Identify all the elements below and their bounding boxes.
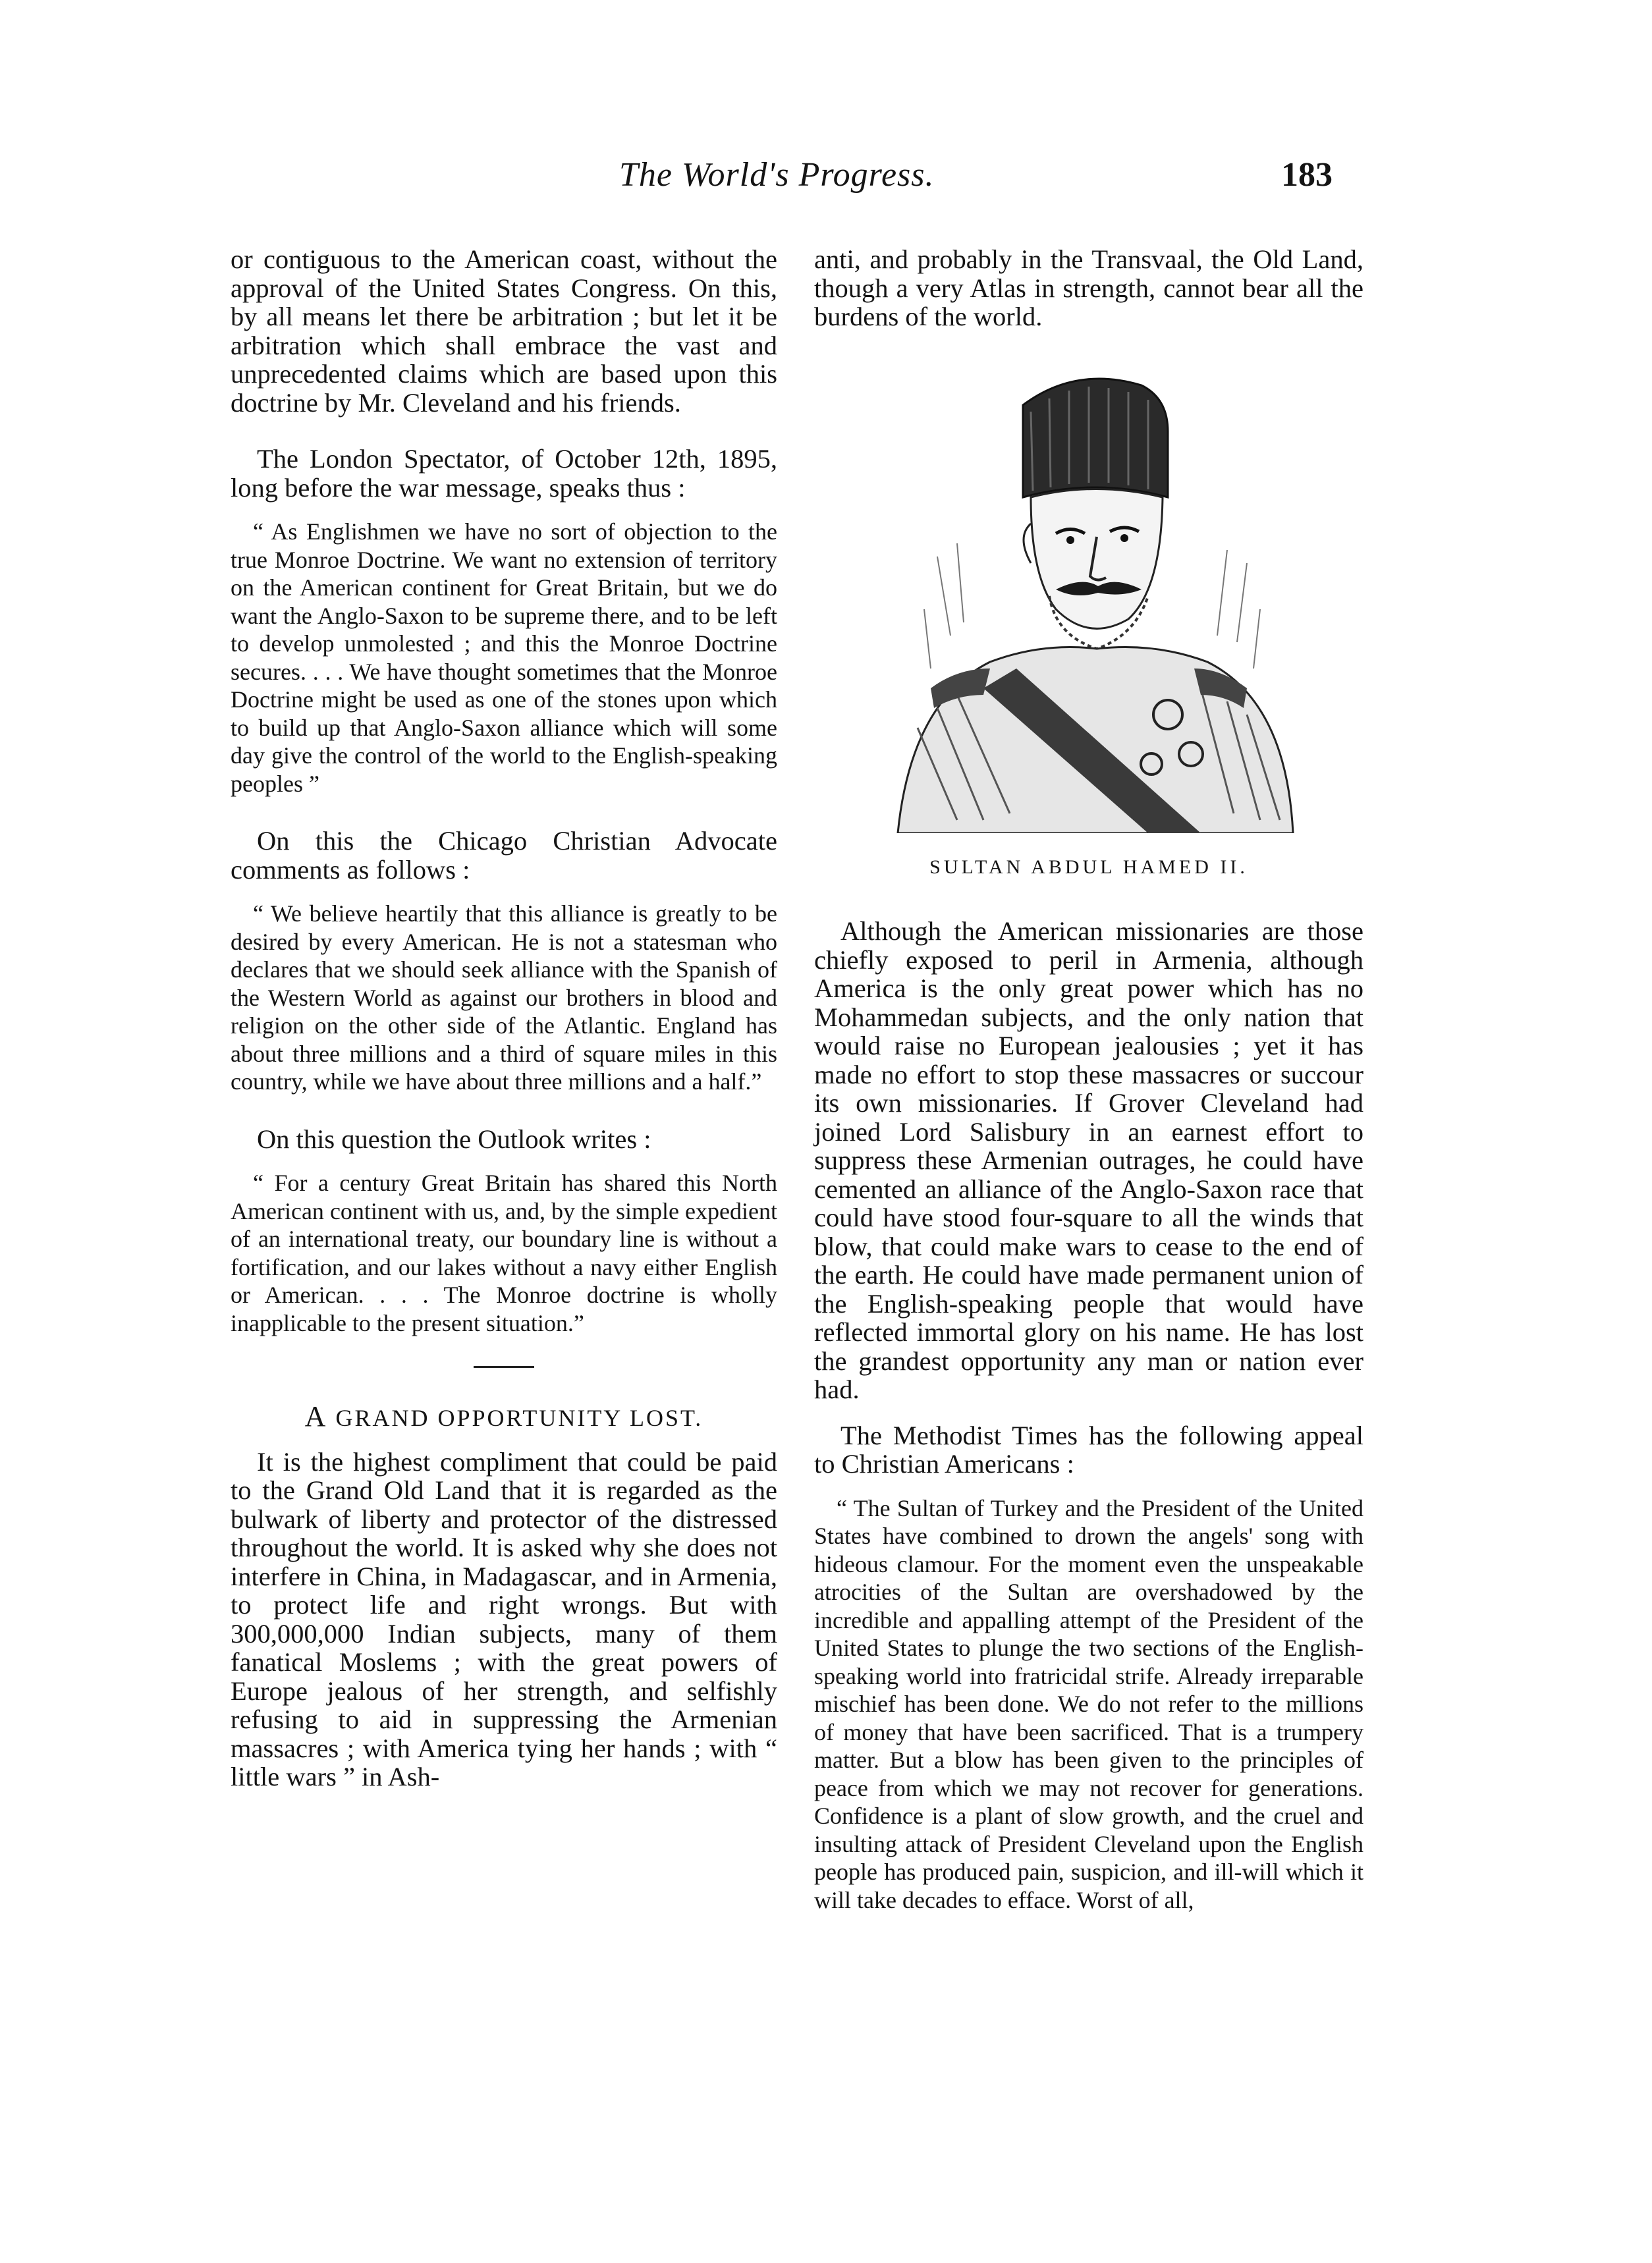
paragraph-grand-opportunity: It is the highest compliment that could be paid to the Grand Old Land that it is regarded as the bulwark of liberty and protector of the distressed throughout the world. It is asked why she does not interfere in China, in Madagascar, and in Armenia, to protect life and right wrongs. But with 300,000,000 Indian subjects, many of them fanatical Moslems ; with the great powers of Europe jealous of her strength, and selfishly refusing to aid in suppressing the Armenian massacres ; with America tying her hands ; with “ little wars ” in Ash-: [231, 1446, 777, 1791]
paragraph-advocate-intro: On this the Chicago Christian Advocate comments as follows :: [231, 826, 777, 885]
paragraph-continuation: or contiguous to the American coast, without the approval of the United States Congress. On this, by all means let there be arbitration ; but let it be arbitration which shall embrace the vast and unprecedented claims which are based upon this doctrine by Mr. Cleveland and his friends.: [231, 244, 777, 418]
paragraph-spectator-intro: The London Spectator, of October 12th, 1895, long before the war message, speaks thus :: [231, 444, 777, 503]
running-title: The World's Progress.: [619, 156, 935, 194]
paragraph-methodist-intro: The Methodist Times has the following appeal to Christian Americans :: [814, 1420, 1363, 1479]
section-heading: A GRAND OPPORTUNITY LOST.: [304, 1400, 703, 1432]
paragraph-missionaries: Although the American missionaries are those chiefly exposed to peril in Armenia, although America is the only great power which has no Mohammedan subjects, and the only nation that would raise no European jealousies ; yet it has made no effort to stop these massacres or succour its own missionaries. If Grover Cleveland had joined Lord Salisbury in an earnest effort to suppress these Armenian outrages, he could have cemented an alliance of the Anglo-Saxon race that could have stood four-square to all the winds that blow, that could make wars to cease to the end of the earth. He could have made permanent union of the English-speaking people that would have reflected immortal glory on his name. He has lost the grandest opportunity any man or nation ever had.: [814, 916, 1363, 1404]
page-header: [0, 155, 1652, 208]
quote-outlook: “ For a century Great Britain has shared this North American continent with us, and, by the simple expedient of an international treaty, our boundary line is without a fortification, and our lakes without a navy either English or American. . . . The Monroe doctrine is wholly inapplicable to the present situation.”: [231, 1170, 777, 1336]
paragraph-outlook-intro: On this question the Outlook writes :: [257, 1124, 651, 1154]
page-number: 183: [1281, 156, 1333, 194]
quote-methodist-times: “ The Sultan of Turkey and the President of the United States have combined to drown the angels' song with hideous clamour. For the moment even the unspeakable atrocities of the Sultan are overshadowed by the incredible and appalling attempt of the President of the United States to plunge the two sections of the English-speaking world into fratricidal strife. Already irreparable mischief has been done. We do not refer to the millions of money that have been sacrificed. That is a trumpery matter. But a blow has been given to the principles of peace from which we may not recover for generations. Confidence is a plant of slow growth, and the cruel and insulting attack of President Cleveland upon the English people has produced pain, suspicion, and ill-will which it will take decades to efface. Worst of all,: [814, 1494, 1363, 1913]
right-column: [814, 245, 1363, 1943]
left-column: [231, 245, 777, 1819]
portrait-illustration: [858, 359, 1319, 833]
quote-christian-advocate: “ We believe heartily that this alliance is greatly to be desired by every American. He is not a statesman who declares that we should seek alliance with the Spanish of the Western World as against our brothers in blood and religion on the other side of the Atlantic. England has about three millions and a third of square miles in this country, while we have about three millions and a half.”: [231, 900, 777, 1095]
quote-spectator: “ As Englishmen we have no sort of objection to the true Monroe Doctrine. We want no extension of territory on the American continent for Great Britain, but we do want the Anglo-Saxon to be supreme there, and to be left to develop unmolested ; and this the Monroe Doctrine secures. . . . We have thought sometimes that the Monroe Doctrine might be used as one of the stones upon which to build up that Anglo-Saxon alliance which will some day give the control of the world to the English-speaking peoples ”: [231, 518, 777, 797]
sultan-portrait-engraving: [858, 359, 1319, 833]
section-divider: [474, 1366, 534, 1368]
paragraph-ashanti-continuation: anti, and probably in the Transvaal, the Old Land, though a very Atlas in strength, cannot bear all the burdens of the world.: [814, 244, 1363, 331]
portrait-caption: SULTAN ABDUL HAMED II.: [929, 856, 1248, 878]
